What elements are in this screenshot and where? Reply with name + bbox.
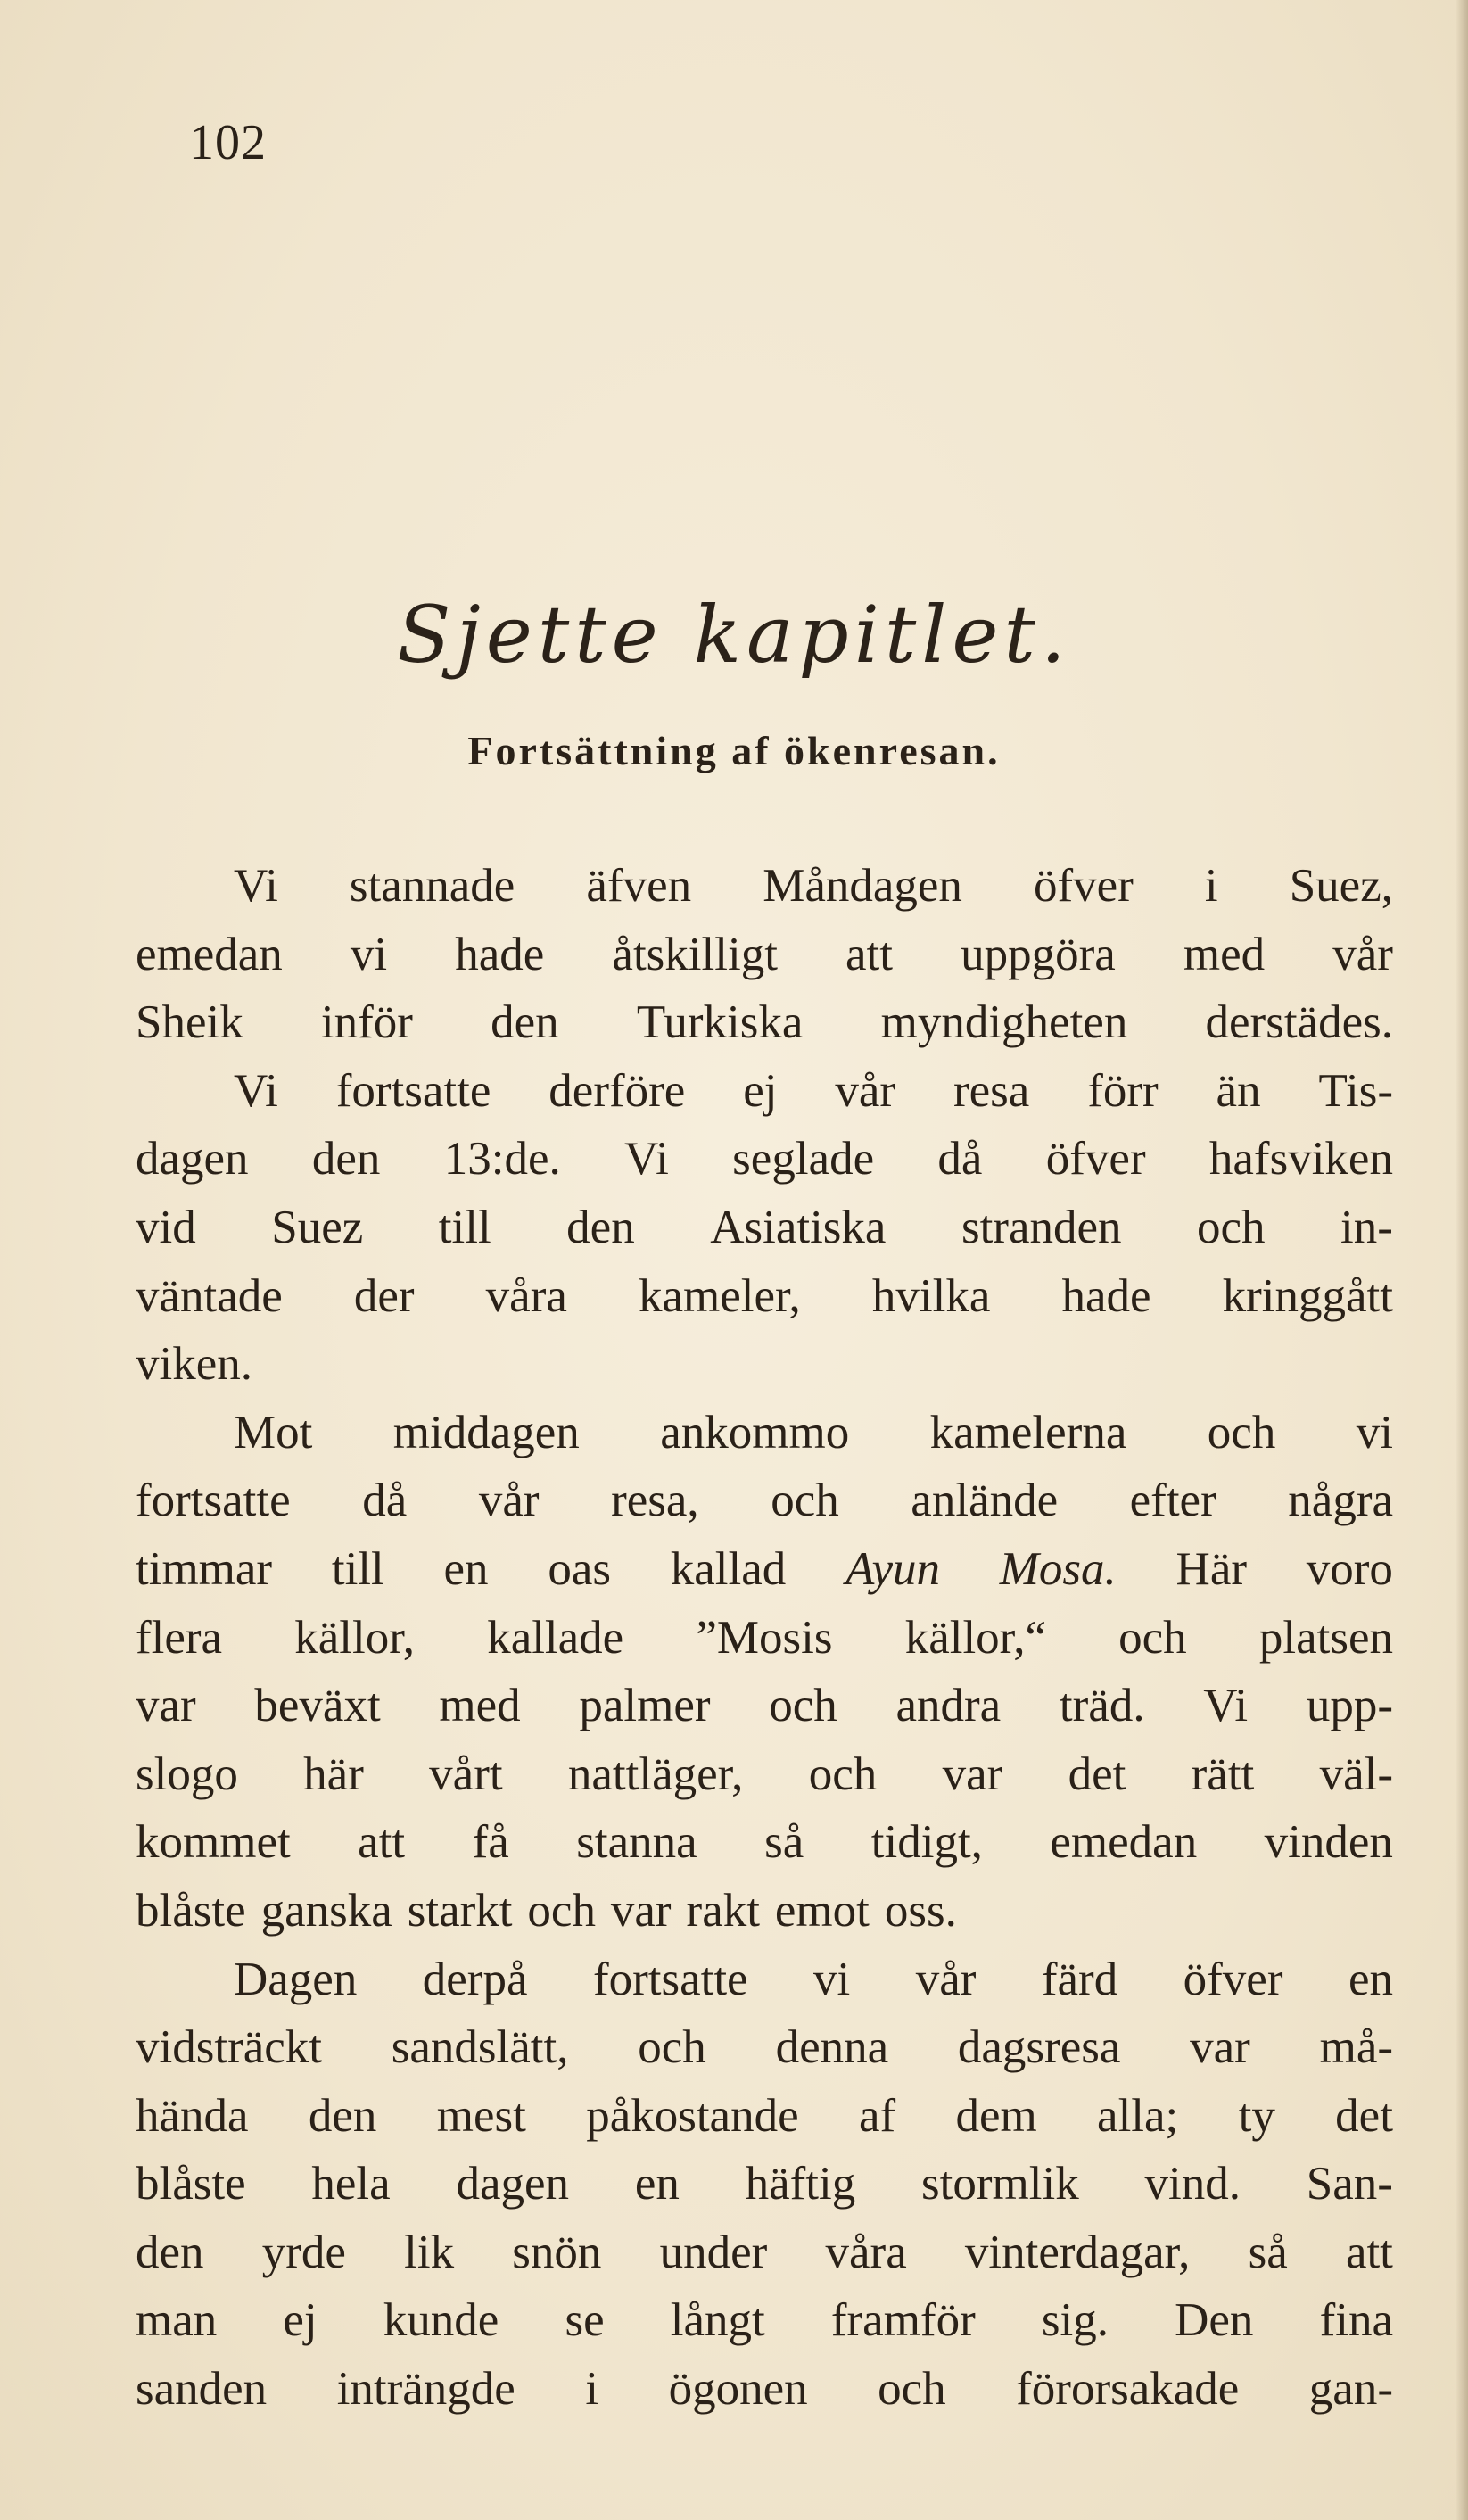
text-line: slogo här vårt nattläger, och var det rätt väl-	[136, 1747, 1393, 1800]
text-line: blåste hela dagen en häftig stormlik vind. San-	[136, 2158, 1393, 2210]
text-line: var beväxt med palmer och andra träd. Vi upp-	[136, 1680, 1393, 1732]
text-line: flera källor, kallade ”Mosis källor,“ och platsen	[136, 1611, 1393, 1664]
page-edge-shadow	[1456, 0, 1468, 2520]
text-line: den yrde lik snön under våra vinterdagar, så att	[136, 2226, 1393, 2278]
text-line: väntade der våra kameler, hvilka hade kringgått	[136, 1269, 1393, 1322]
text-line: kommet att få stanna så tidigt, emedan vinden	[136, 1816, 1393, 1869]
text-line: timmar till en oas kallad Ayun Mosa. Här voro	[136, 1542, 1393, 1595]
text-line: Vi stannade äfven Måndagen öfver i Suez,	[234, 860, 1393, 912]
text-line: man ej kunde se långt framför sig. Den fina	[136, 2294, 1393, 2347]
text-line: viken.	[136, 1338, 252, 1391]
text-line: vidsträckt sandslätt, och denna dagsresa var må-	[136, 2021, 1393, 2074]
text-line: emedan vi hade åtskilligt att uppgöra med vår	[136, 928, 1393, 980]
text-line: fortsatte då vår resa, och anlände efter några	[136, 1475, 1393, 1527]
text-line: Vi fortsatte derföre ej vår resa förr än Tis-	[234, 1064, 1393, 1117]
chapter-heading: Sjette kapitlet.	[397, 589, 1071, 681]
text-line: dagen den 13:de. Vi seglade då öfver hafsviken	[136, 1133, 1393, 1186]
page-number: 102	[189, 115, 267, 170]
text-line: vid Suez till den Asiatiska stranden och in-	[136, 1201, 1393, 1253]
text-line: hända den mest påkostande af dem alla; ty det	[136, 2089, 1393, 2142]
text-line: blåste ganska starkt och var rakt emot oss.	[136, 1884, 957, 1937]
text-line: Dagen derpå fortsatte vi vår färd öfver en	[234, 1953, 1393, 2005]
body-text	[136, 852, 1393, 2424]
text-line: Sheik inför den Turkiska myndigheten derstädes.	[136, 996, 1393, 1049]
text-line: Mot middagen ankommo kamelerna och vi	[234, 1406, 1393, 1458]
chapter-subtitle: Fortsättning af ökenresan.	[467, 728, 1001, 773]
text-line: sanden inträngde i ögonen och förorsakade gan-	[136, 2363, 1393, 2416]
